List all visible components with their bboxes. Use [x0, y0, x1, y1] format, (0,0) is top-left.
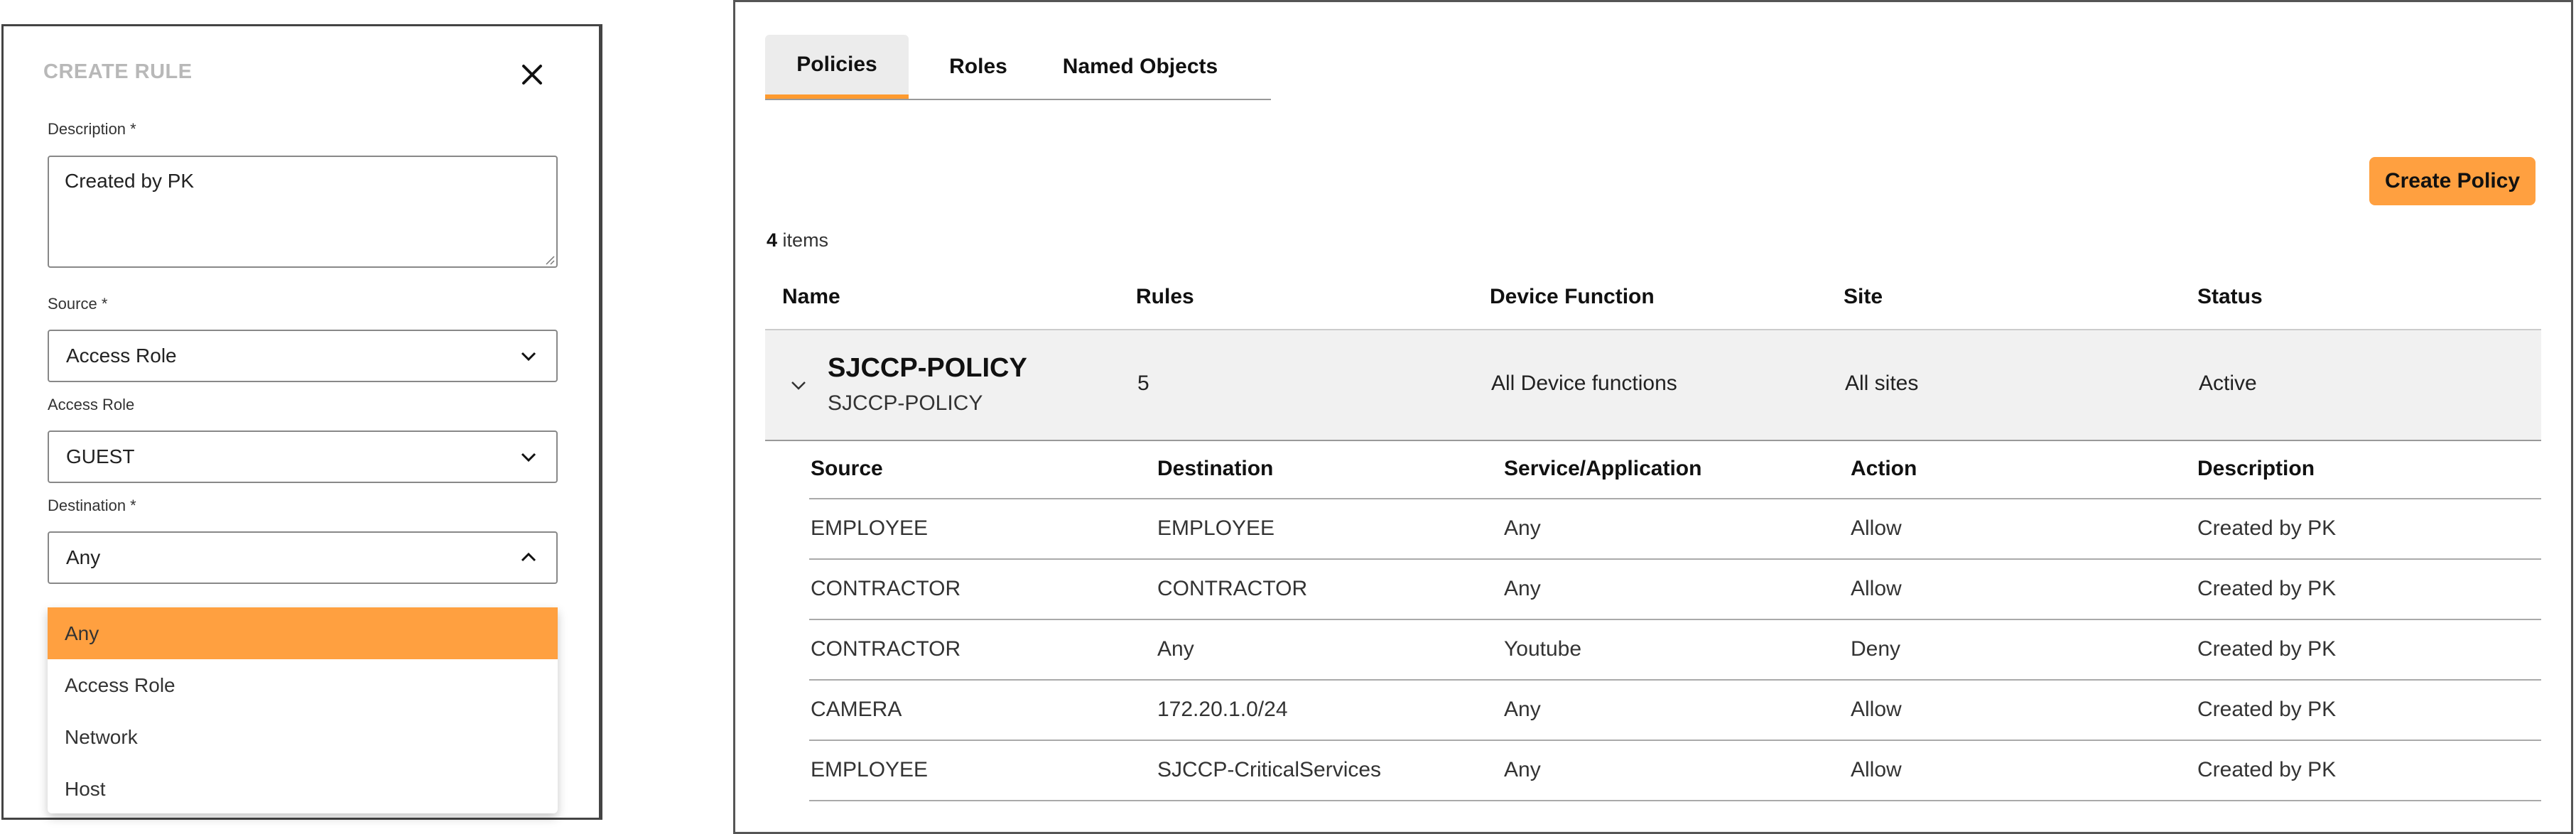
- column-header-device-function[interactable]: Device Function: [1490, 285, 1655, 308]
- rule-description: Created by PK: [2197, 637, 2337, 661]
- panel-title: CREATE RULE: [43, 60, 193, 83]
- policies-panel: [733, 0, 2573, 834]
- policy-status: Active: [2199, 372, 2257, 395]
- column-header-destination: Destination: [1157, 457, 1274, 480]
- rule-service: Youtube: [1504, 637, 1582, 661]
- chevron-down-icon: [518, 345, 539, 367]
- rule-action: Allow: [1851, 698, 1902, 721]
- description-value: Created by PK: [65, 170, 195, 192]
- access-role-value: GUEST: [66, 445, 135, 467]
- table-row[interactable]: [809, 681, 2541, 741]
- destination-select[interactable]: [48, 531, 558, 584]
- rule-description: Created by PK: [2197, 698, 2337, 721]
- rule-source: CONTRACTOR: [811, 577, 961, 600]
- source-label: Source *: [48, 295, 108, 313]
- source-value: Access Role: [66, 345, 177, 367]
- description-label: Description *: [48, 120, 136, 138]
- tab-bar: [765, 35, 1271, 100]
- destination-dropdown-menu: [48, 607, 558, 813]
- policy-device-function: All Device functions: [1491, 372, 1677, 395]
- policy-rules-count: 5: [1137, 372, 1149, 395]
- dropdown-option-any[interactable]: Any: [48, 607, 558, 659]
- rule-service: Any: [1504, 577, 1541, 600]
- rule-destination: CONTRACTOR: [1157, 577, 1308, 600]
- column-header-action: Action: [1851, 457, 1917, 480]
- policy-row[interactable]: [765, 329, 2541, 441]
- chevron-up-icon: [518, 547, 539, 568]
- rule-source: EMPLOYEE: [811, 758, 929, 781]
- rule-source: CAMERA: [811, 698, 902, 721]
- resize-handle-icon[interactable]: [543, 254, 555, 265]
- items-count-suffix: items: [782, 229, 829, 251]
- tab-named-objects[interactable]: Named Objects: [1062, 55, 1218, 78]
- rule-destination: 172.20.1.0/24: [1157, 698, 1288, 721]
- rule-description: Created by PK: [2197, 758, 2337, 781]
- table-row[interactable]: [809, 620, 2541, 681]
- items-count-number: 4: [767, 229, 778, 251]
- dropdown-option-access-role[interactable]: Access Role: [65, 673, 175, 696]
- policy-site: All sites: [1845, 372, 1919, 395]
- rules-table-header: [809, 441, 2541, 499]
- policy-table-header: [765, 272, 2541, 329]
- rule-description: Created by PK: [2197, 516, 2337, 540]
- items-count: [767, 229, 828, 251]
- column-header-status[interactable]: Status: [2197, 285, 2263, 308]
- access-role-select[interactable]: [48, 430, 558, 483]
- rule-destination: SJCCP-CriticalServices: [1157, 758, 1382, 781]
- column-header-name[interactable]: Name: [782, 285, 840, 308]
- chevron-down-icon[interactable]: [786, 373, 811, 397]
- rule-description: Created by PK: [2197, 577, 2337, 600]
- table-row[interactable]: [809, 741, 2541, 801]
- destination-label: Destination *: [48, 497, 136, 514]
- source-select[interactable]: [48, 330, 558, 382]
- rule-service: Any: [1504, 758, 1541, 781]
- table-row[interactable]: [809, 499, 2541, 560]
- rule-destination: Any: [1157, 637, 1194, 661]
- rule-action: Allow: [1851, 758, 1902, 781]
- rule-service: Any: [1504, 698, 1541, 721]
- column-header-description: Description: [2197, 457, 2315, 480]
- rules-table: [809, 441, 2541, 801]
- dropdown-option-network[interactable]: Network: [65, 725, 138, 748]
- table-row[interactable]: [809, 560, 2541, 620]
- tab-policies[interactable]: Policies: [765, 35, 909, 99]
- destination-value: Any: [66, 546, 101, 568]
- create-rule-panel: [1, 24, 602, 820]
- close-icon[interactable]: [518, 60, 546, 89]
- description-field[interactable]: [48, 156, 558, 268]
- dropdown-option-host[interactable]: Host: [65, 777, 106, 800]
- column-header-service: Service/Application: [1504, 457, 1702, 480]
- rule-action: Allow: [1851, 577, 1902, 600]
- rule-action: Allow: [1851, 516, 1902, 540]
- rule-source: CONTRACTOR: [811, 637, 961, 661]
- rule-destination: EMPLOYEE: [1157, 516, 1275, 540]
- tab-roles[interactable]: Roles: [949, 55, 1007, 78]
- rule-action: Deny: [1851, 637, 1901, 661]
- rule-service: Any: [1504, 516, 1541, 540]
- column-header-rules[interactable]: Rules: [1136, 285, 1194, 308]
- access-role-label: Access Role: [48, 396, 135, 413]
- policy-subname: SJCCP-POLICY: [828, 391, 983, 415]
- rule-source: EMPLOYEE: [811, 516, 929, 540]
- column-header-source: Source: [811, 457, 883, 480]
- create-policy-button[interactable]: Create Policy: [2369, 157, 2536, 205]
- column-header-site[interactable]: Site: [1844, 285, 1883, 308]
- chevron-down-icon: [518, 446, 539, 467]
- policy-name: SJCCP-POLICY: [828, 353, 1027, 383]
